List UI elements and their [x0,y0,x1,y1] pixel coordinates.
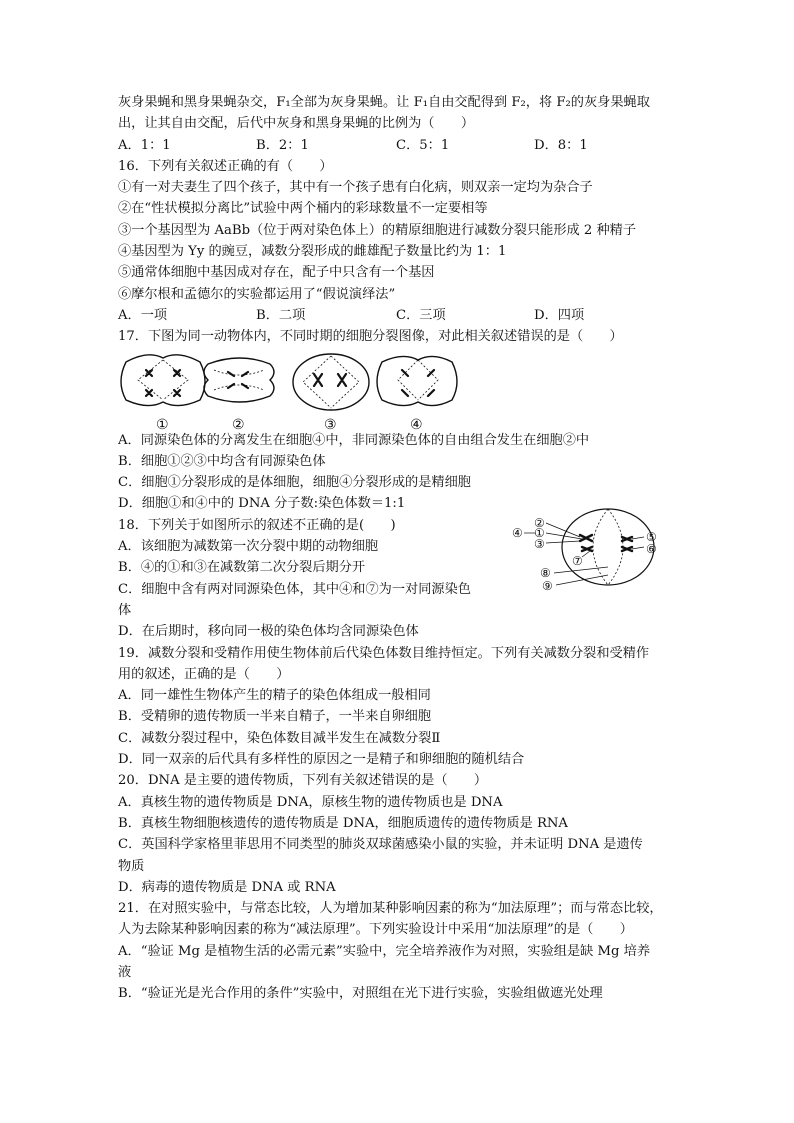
fig17-label-2: ② [232,416,245,432]
q15-stem-line2: 出，让其自由交配，后代中灰身和黑身果蝇的比例为（ ） [118,116,475,132]
q15-stem-line1: 灰身果蝇和黑身果蝇杂交，F₁全部为灰身果蝇。让 F₁自由交配得到 F₂，将 F₂的灰身果蝇取 [118,95,650,110]
q20-option-c: C．英国科学家格里菲思用不同类型的肺炎双球菌感染小鼠的实验，并未证明 DNA 是遗传 [118,837,643,853]
fig18-label-2: ② [534,515,545,530]
q21-stem-line2: 人为去除某种影响因素的称为“减法原理”。下列实验设计中采用“加法原理”的是（ ） [118,922,633,938]
q19-option-d: D．同一双亲的后代具有多样性的原因之一是精子和卵细胞的随机结合 [118,752,525,768]
fig18-label-8: ⑧ [540,565,551,580]
q16-item-3: ③一个基因型为 AaBb（位于两对染色体上）的精原细胞进行减数分裂只能形成 2 种精子 [118,222,637,238]
q19-option-c: C．减数分裂过程中，染色体数目减半发生在减数分裂Ⅱ [118,730,441,746]
fig18-label-9: ⑨ [542,578,553,593]
q20-option-c-cont: 物质 [118,858,145,874]
q18-option-b: B．④的①和③在减数第二次分裂后期分开 [118,560,366,576]
q16-item-5: ⑤通常体细胞中基因成对存在，配子中只含有一个基因 [118,265,435,281]
fig17-label-3: ③ [324,416,337,432]
q20-option-d: D．病毒的遗传物质是 DNA 或 RNA [118,879,336,895]
q19-stem-line1: 19．减数分裂和受精作用使生物体前后代染色体数目维持恒定。下列有关减数分裂和受精作 [118,645,650,661]
q21-option-a-cont: 液 [118,964,132,980]
q20-option-b: B．真核生物细胞核遗传的遗传物质是 DNA，细胞质遗传的遗传物质是 RNA [118,815,568,831]
q15-option-d: D．8：1 [534,137,588,153]
cell-1-membrane [121,354,205,405]
fig18-label-1: ① [534,525,545,540]
q18-block [118,515,678,643]
q18-cell-membrane [562,509,654,585]
q16-option-d: D．四项 [534,307,585,323]
cell-division-diagram [118,350,488,432]
cell-4-membrane [377,356,457,405]
q15-option-b: B．2：1 [256,137,309,153]
fig18-label-3: ③ [534,536,545,551]
q17-figure [118,348,678,430]
q19-option-a: A．同一雄性生物体产生的精子的染色体组成一般相同 [118,688,431,704]
q18-option-d: D．在后期时，移向同一极的染色体均含同源染色体 [118,624,419,640]
fig17-label-1: ① [156,416,169,432]
cell-2-membrane [204,358,274,402]
fig17-label-4: ④ [410,416,423,432]
q16-item-2: ②在“性状模拟分离比”试验中两个桶内的彩球数量不一定要相等 [118,201,488,217]
q20-option-a: A．真核生物的遗传物质是 DNA，原核生物的遗传物质也是 DNA [118,794,503,810]
q16-option-a: A．一项 [118,307,168,323]
q17-option-a: A．同源染色体的分离发生在细胞④中，非同源染色体的自由组合发生在细胞②中 [118,432,590,448]
q20-stem: 20．DNA 是主要的遗传物质，下列有关叙述错误的是（ ） [118,773,488,789]
fig18-label-5: ⑤ [646,529,657,544]
q16-stem: 16．下列有关叙述正确的有（ ） [118,158,333,174]
q15-option-a: A．1：1 [118,137,171,153]
q19-option-b: B．受精卵的遗传物质一半来自精子，一半来自卵细胞 [118,709,432,725]
q17-option-c: C．细胞①分裂形成的是体细胞，细胞④分裂形成的是精细胞 [118,475,471,491]
q16-item-1: ①有一对夫妻生了四个孩子，其中有一个孩子患有白化病，则双亲一定均为杂合子 [118,180,593,196]
q16-option-c: C．三项 [396,307,446,323]
q18-cell-diagram [510,501,678,605]
q15-option-c: C．5：1 [396,137,450,153]
q18-option-c: C．细胞中含有两对同源染色体，其中④和⑦为一对同源染色 [118,581,471,597]
q16-item-4: ④基因型为 Yy 的豌豆，减数分裂形成的雌雄配子数量比约为 1：1 [118,244,507,260]
fig18-label-4: ④ [512,525,523,540]
exam-page [118,92,678,1005]
q19-stem-line2: 用的叙述，正确的是（ ） [118,666,290,682]
cell-3-membrane [293,354,369,410]
fig18-label-6: ⑥ [646,541,657,556]
q17-option-b: B．细胞①②③中均含有同源染色体 [118,453,326,469]
q15-options [118,135,678,156]
fig18-label-7: ⑦ [572,553,583,568]
q21-option-a: A．“验证 Mg 是植物生活的必需元素”实验中，完全培养液作为对照，实验组是缺 Mg 培养 [118,943,651,959]
q21-option-b: B．“验证光是光合作用的条件”实验中，对照组在光下进行实验，实验组做遮光处理 [118,986,603,1002]
q18-option-a: A．该细胞为减数第一次分裂中期的动物细胞 [118,539,379,555]
q17-stem: 17．下图为同一动物体内，不同时期的细胞分裂图像，对此相关叙述错误的是（ ） [118,329,623,345]
q18-stem: 18．下列关于如图所示的叙述不正确的是( ) [118,517,396,533]
q17-option-d: D．细胞①和④中的 DNA 分子数:染色体数＝1:1 [118,496,406,512]
q16-item-6: ⑥摩尔根和孟德尔的实验都运用了“假说演绎法” [118,286,396,302]
q16-option-b: B．二项 [256,307,306,323]
q16-options [118,305,678,326]
q18-option-c-cont: 体 [118,602,132,618]
q21-stem-line1: 21．在对照实验中，与常态比较，人为增加某种影响因素的称为“加法原理”；而与常态比较， [118,901,663,917]
